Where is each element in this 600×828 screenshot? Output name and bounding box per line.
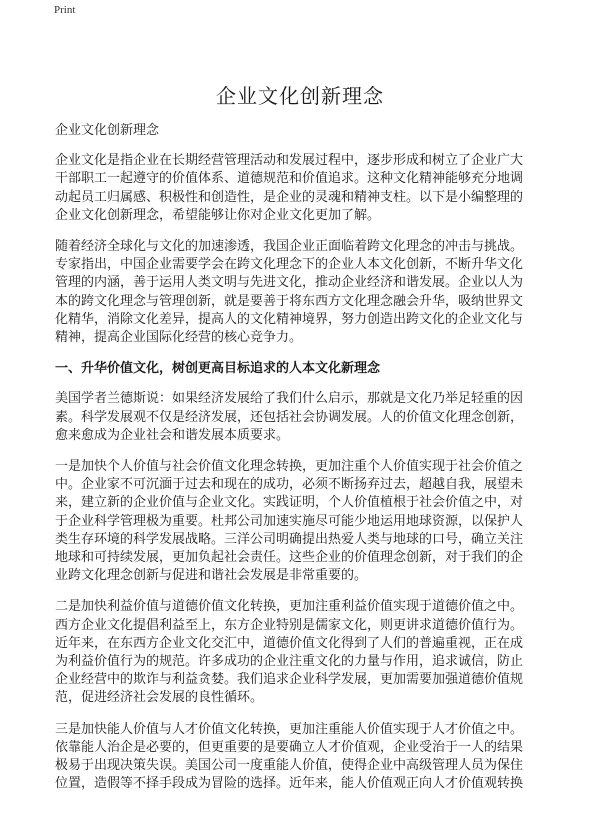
text-line: 愈来愈成为企业社会和谐发展本质要求。 xyxy=(55,427,290,443)
text-line: 一、升华价值文化，树创更高目标追求的人本文化新理念 xyxy=(55,361,381,377)
text-line: 企业经营中的欺诈与利益贪婪。我们追求企业科学发展，更加需要加强道德价值规 xyxy=(55,672,524,688)
text-line: 依靠能人治企是必要的，但更重要的是要确立人才价值观，企业受治于一人的结果 xyxy=(55,739,524,755)
text-line: 干部职工一起遵守的价值体系、道德规范和价值追求。这种文化精神能够充分地调 xyxy=(55,171,524,187)
text-line: 近年来，在东西方企业文化交汇中，道德价值文化得到了人们的普遍重视，正在成 xyxy=(55,635,524,651)
text-line: 三是加快能人价值与人才价值文化转换，更加注重能人价值实现于人才价值之中。 xyxy=(55,721,524,737)
text-line: 范，促进经济社会发展的良性循环。 xyxy=(55,690,264,706)
paragraph xyxy=(55,390,555,445)
text-line: 于企业科学管理极为重要。杜邦公司加速实施尽可能少地运用地球资源，以保护人 xyxy=(55,513,524,529)
text-line: 随着经济全球化与文化的加速渗透，我国企业正面临着跨文化理念的冲击与挑战。 xyxy=(55,239,524,255)
paragraph xyxy=(55,152,555,225)
paragraph xyxy=(55,598,555,707)
text-line: 极易于出现决策失误。美国公司一度重能人价值，使得企业中高级管理人员为保住 xyxy=(55,758,524,774)
text-line: 地球和可持续发展，更加负起社会责任。这些企业的价值理念创新，对于我们的企 xyxy=(55,550,524,566)
document-body xyxy=(55,122,555,807)
paragraph xyxy=(55,238,555,347)
text-line: 类生存环境的科学发展战略。三洋公司明确提出热爱人类与地球的口号，确立关注 xyxy=(55,531,524,547)
text-line: 来，建立新的企业价值与企业文化。实践证明，个人价值植根于社会价值之中，对 xyxy=(55,495,524,511)
text-line: 业跨文化理念创新与促进和谐社会发展是非常重要的。 xyxy=(55,568,368,584)
text-line: 企业文化创新理念，希望能够让你对企业文化更加了解。 xyxy=(55,207,381,223)
text-line: 西方企业文化提倡利益至上，东方企业特别是儒家文化，则更讲求道德价值行为。 xyxy=(55,617,524,633)
section-heading xyxy=(55,360,555,378)
document-title: 企业文化创新理念 xyxy=(216,84,384,108)
text-line: 中。企业家不可沉湎于过去和现在的成功，必须不断扬弃过去，超越自我，展望未 xyxy=(55,477,524,493)
text-line: 本的跨文化理念与管理创新，就是要善于将东西方文化理念融会升华，吸纳世界文 xyxy=(55,293,524,309)
text-line: 动起员工归属感、积极性和创造性，是企业的灵魂和精神支柱。以下是小编整理的 xyxy=(55,189,524,205)
text-line: 位置，造假等不择手段成为冒险的选择。近年来，能人价值观正向人才价值观转换 xyxy=(55,776,524,792)
paragraph xyxy=(55,458,555,585)
paragraph xyxy=(55,721,555,794)
text-line: 一是加快个人价值与社会价值文化理念转换，更加注重个人价值实现于社会价值之 xyxy=(55,459,524,475)
text-line: 化精华，消除文化差异，提高人的文化精神境界，努力创造出跨文化的企业文化与 xyxy=(55,311,524,327)
text-line: 专家指出，中国企业需要学会在跨文化理念下的企业人本文化创新，不断升华文化 xyxy=(55,257,524,273)
document-subtitle: 企业文化创新理念 xyxy=(55,123,160,138)
text-line: 精神，提高企业国际化经营的核心竞争力。 xyxy=(55,330,303,346)
text-line: 素。科学发展观不仅是经济发展，还包括社会协调发展。人的价值文化理念创新， xyxy=(55,409,524,425)
text-line: 二是加快利益价值与道德价值文化转换，更加注重利益价值实现于道德价值之中。 xyxy=(55,599,524,615)
print-link[interactable]: Print xyxy=(54,4,76,16)
text-line: 企业文化是指企业在长期经营管理活动和发展过程中，逐步形成和树立了企业广大 xyxy=(55,153,524,169)
text-line: 为利益价值行为的规范。许多成功的企业注重文化的力量与作用，追求诚信，防止 xyxy=(55,654,524,670)
text-line: 管理的内涵，善于运用人类文明与先进文化，推动企业经济和谐发展。企业以人为 xyxy=(55,275,524,291)
text-line: 美国学者兰德斯说：如果经济发展给了我们什么启示，那就是文化乃举足轻重的因 xyxy=(55,391,524,407)
